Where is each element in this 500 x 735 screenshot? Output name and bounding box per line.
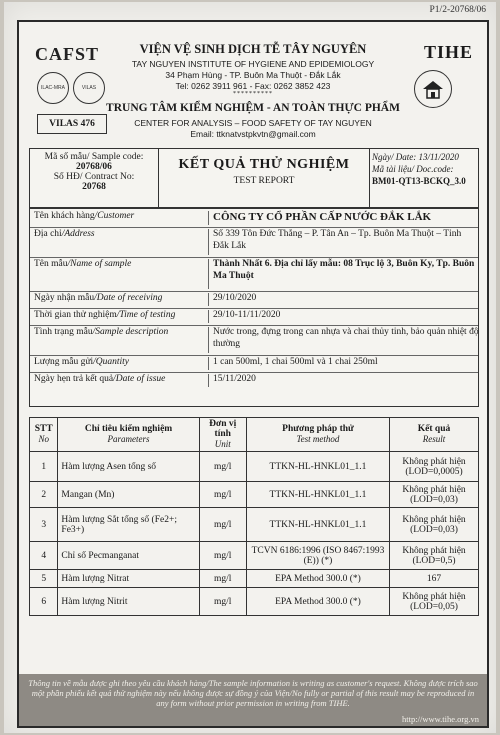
report-title-vi: KẾT QUẢ THỬ NGHIỆM xyxy=(178,157,350,172)
contract-label: Số HĐ/ Contract No: xyxy=(53,172,135,182)
customer-info-label: Địa chỉ/Address xyxy=(34,229,95,239)
cell-result: Không phát hiện (LOD=0,03) xyxy=(390,482,479,508)
vilas-badge: VILAS 476 xyxy=(37,114,107,134)
cell-parameter: Hàm lượng Nitrit xyxy=(58,588,199,616)
customer-info-label: Ngày hẹn trả kết quả/Date of issue xyxy=(34,374,166,384)
customer-info-value: 29/10-11/11/2020 xyxy=(208,310,479,323)
cell-result: 167 xyxy=(390,570,479,588)
table-header-row xyxy=(30,418,479,452)
col-parameters-header: Chỉ tiêu kiểm nghiệm Parameters xyxy=(58,418,199,452)
cell-no: 6 xyxy=(30,588,58,616)
customer-info-value: 29/10/2020 xyxy=(208,293,479,306)
cell-no: 2 xyxy=(30,482,58,508)
center-name-vi: TRUNG TÂM KIỂM NGHIỆM - AN TOÀN THỰC PHẨM xyxy=(106,102,400,114)
cell-parameter: Chỉ số Pecmanganat xyxy=(58,542,199,570)
cell-parameter: Hàm lượng Nitrat xyxy=(58,570,199,588)
cell-result: Không phát hiện (LOD=0,03) xyxy=(390,508,479,542)
report-title-block xyxy=(158,149,370,207)
tihe-logo: TIHE xyxy=(423,42,473,62)
table-row xyxy=(30,452,479,482)
cell-no: 3 xyxy=(30,508,58,542)
report-frame xyxy=(17,20,489,728)
customer-info-row xyxy=(30,355,478,373)
footer-text: Thông tin về mẫu được ghi theo yêu cầu khách hàng/The sample information is writing as customer's request. Không được trích sao một phần phiếu kết quả thử nghiệm này nếu không được sự đồng ý của Viện/No fully or partial of this result may be reproduced in any form without prior permission in writing from TIHE. xyxy=(28,678,478,709)
customer-info-value: Nước trong, đựng trong can nhựa và chai thủy tinh, bảo quản nhiệt độ thường xyxy=(208,327,479,353)
table-row xyxy=(30,482,479,508)
cell-result: Không phát hiện (LOD=0,5) xyxy=(390,542,479,570)
cell-parameter: Mangan (Mn) xyxy=(58,482,199,508)
vilas-logo: VILAS xyxy=(73,72,105,104)
customer-info-label: Tên mẫu/Name of sample xyxy=(34,259,132,269)
cell-parameter: Hàm lượng Sắt tổng số (Fe2+; Fe3+) xyxy=(58,508,199,542)
paper-sheet xyxy=(4,2,496,733)
date-doc-block xyxy=(372,152,476,186)
separator-stars: ********** xyxy=(233,91,273,97)
cell-method: TCVN 6186:1996 (ISO 8467:1993 (E)) (*) xyxy=(246,542,389,570)
institute-phone: Tel: 0262 3911 961 - Fax: 0262 3852 423 xyxy=(175,81,331,91)
cell-method: EPA Method 300.0 (*) xyxy=(246,570,389,588)
doc-code-label: Mã tài liệu/ Doc.code: xyxy=(372,164,454,174)
customer-info-row xyxy=(30,308,478,326)
customer-info-label: Tình trạng mẫu/Sample description xyxy=(34,327,169,337)
page-id: P1/2-20768/06 xyxy=(429,5,486,15)
customer-info-row xyxy=(30,257,478,292)
customer-info-row xyxy=(30,291,478,309)
contract-no: 20768 xyxy=(82,182,106,192)
cell-method: TTKN-HL-HNKL01_1.1 xyxy=(246,482,389,508)
customer-info-label: Ngày nhận mẫu/Date of receiving xyxy=(34,293,163,303)
results-table xyxy=(29,417,479,616)
footer-note xyxy=(19,674,487,726)
cell-result: Không phát hiện (LOD=0,05) xyxy=(390,588,479,616)
cell-unit: mg/l xyxy=(199,482,246,508)
table-row xyxy=(30,588,479,616)
cell-no: 1 xyxy=(30,452,58,482)
ilac-mra-logo: ILAC-MRA xyxy=(37,72,69,104)
customer-info-value: Số 339 Tôn Đức Thắng – P. Tân An – Tp. Buôn Ma Thuột – Tỉnh Đắk Lắk xyxy=(208,229,479,255)
col-unit-header: Đơn vị tính Unit xyxy=(199,418,246,452)
institute-address: 34 Phạm Hùng - TP. Buôn Ma Thuột - Đắk Lắk xyxy=(165,70,341,80)
cafst-logo: CAFST xyxy=(35,44,100,64)
cell-unit: mg/l xyxy=(199,570,246,588)
customer-info-value: 15/11/2020 xyxy=(208,374,479,387)
doc-code: BM01-QT13-BCKQ_3.0 xyxy=(372,176,466,186)
customer-info-row xyxy=(30,325,478,356)
report-title-en: TEST REPORT xyxy=(233,176,295,186)
customer-info-row xyxy=(30,209,478,228)
report-date: 13/11/2020 xyxy=(418,152,459,162)
customer-info-row xyxy=(30,372,478,389)
customer-info-value: CÔNG TY CỔ PHẦN CẤP NƯỚC ĐẮK LẮK xyxy=(208,211,479,225)
sample-code: 20768/06 xyxy=(76,162,112,172)
cell-no: 4 xyxy=(30,542,58,570)
customer-info-label: Thời gian thử nghiệm/Time of testing xyxy=(34,310,176,320)
cell-method: EPA Method 300.0 (*) xyxy=(246,588,389,616)
center-email: Email: ttknatvstpkvtn@gmail.com xyxy=(190,129,316,139)
cell-unit: mg/l xyxy=(199,508,246,542)
cell-unit: mg/l xyxy=(199,452,246,482)
customer-info-value: 1 can 500ml, 1 chai 500ml và 1 chai 250ml xyxy=(208,357,479,370)
date-label: Ngày/ Date: xyxy=(372,152,417,162)
cell-parameter: Hàm lượng Asen tổng số xyxy=(58,452,199,482)
sample-code-label: Mã số mẫu/ Sample code: xyxy=(44,152,144,162)
institute-name-en: TAY NGUYEN INSTITUTE OF HYGIENE AND EPIDEMIOLOGY xyxy=(131,59,375,69)
table-row xyxy=(30,570,479,588)
cell-result: Không phát hiện (LOD=0,0005) xyxy=(390,452,479,482)
customer-info-label: Lượng mẫu gửi/Quantity xyxy=(34,357,130,367)
customer-info-box xyxy=(29,208,479,407)
cell-unit: mg/l xyxy=(199,542,246,570)
customer-info-value: Thành Nhất 6. Địa chỉ lấy mẫu: 08 Trục lộ 3, Buôn Ky, Tp. Buôn Ma Thuột xyxy=(208,259,479,289)
cell-unit: mg/l xyxy=(199,588,246,616)
center-name-en: CENTER FOR ANALYSIS – FOOD SAFETY OF TAY NGUYEN xyxy=(134,118,372,128)
sample-code-block xyxy=(34,152,154,192)
customer-info-label: Tên khách hàng/Customer xyxy=(34,211,135,221)
footer-website: http://www.tihe.org.vn xyxy=(402,713,479,724)
customer-info-row xyxy=(30,227,478,258)
col-method-header: Phương pháp thử Test method xyxy=(246,418,389,452)
col-result-header: Kết quả Result xyxy=(390,418,479,452)
col-no-header: STT No xyxy=(30,418,58,452)
cell-method: TTKN-HL-HNKL01_1.1 xyxy=(246,452,389,482)
cell-method: TTKN-HL-HNKL01_1.1 xyxy=(246,508,389,542)
report-header-box xyxy=(29,148,479,208)
table-row xyxy=(30,542,479,570)
table-row xyxy=(30,508,479,542)
cell-no: 5 xyxy=(30,570,58,588)
institute-name-vi: VIỆN VỆ SINH DỊCH TỄ TÂY NGUYÊN xyxy=(139,42,367,56)
